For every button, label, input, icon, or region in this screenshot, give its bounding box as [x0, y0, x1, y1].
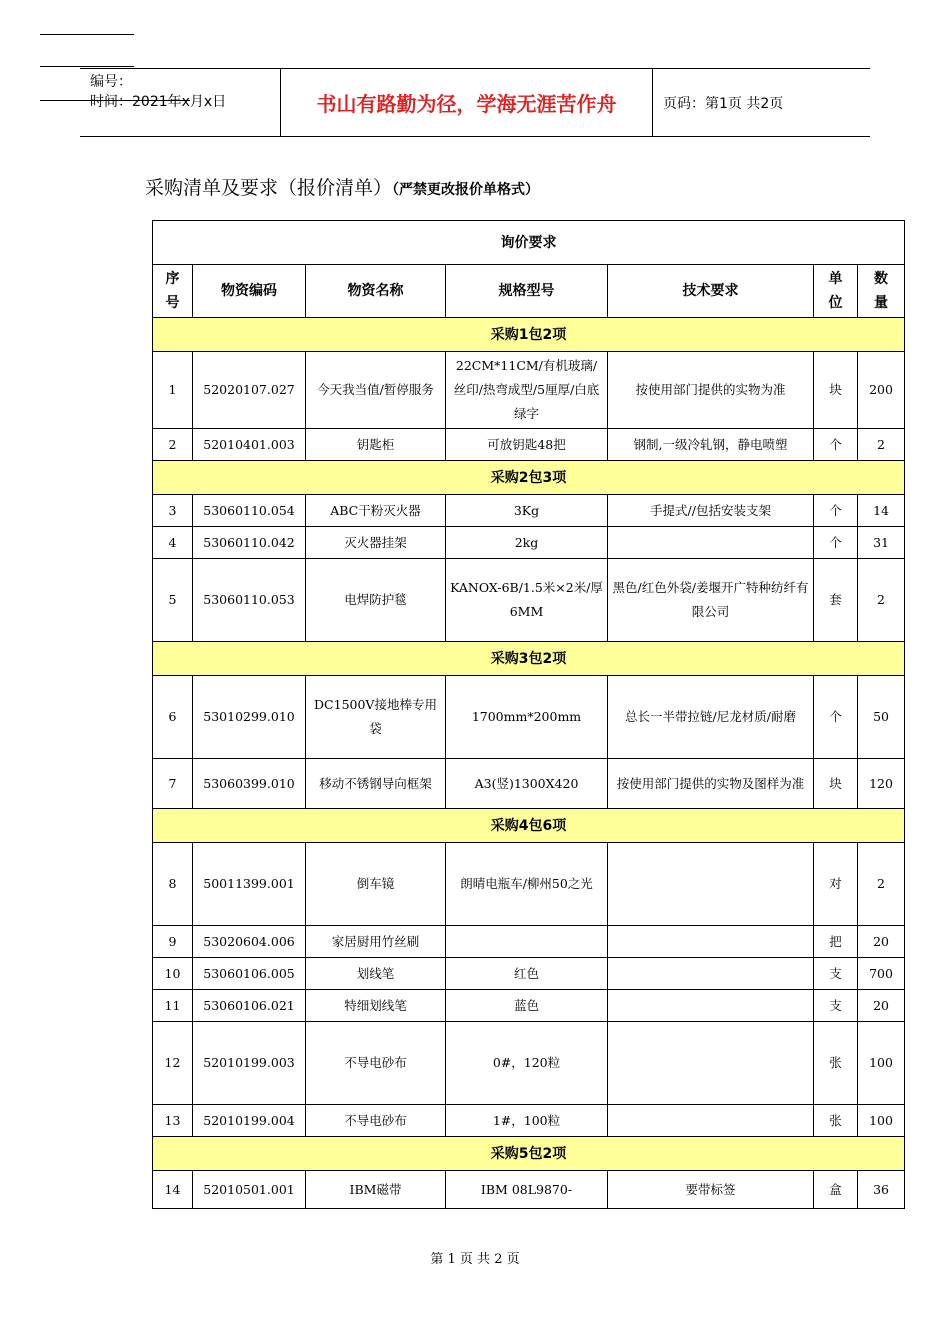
- table-row: [153, 559, 905, 642]
- package-header-row: [153, 1137, 905, 1171]
- table-row: [153, 1022, 905, 1105]
- column-header-unit: 单位: [814, 265, 858, 318]
- package-header-row: [153, 318, 905, 352]
- header-page-cell: [653, 69, 869, 136]
- table-row: [153, 676, 905, 759]
- table-row: [153, 429, 905, 461]
- column-header-qty: 数量: [858, 265, 905, 318]
- cell-no: 11: [153, 990, 193, 1022]
- cell-code: 52010401.003: [193, 429, 306, 461]
- cell-qty: 100: [858, 1022, 905, 1105]
- cell-spec: 0#，120粒: [446, 1022, 608, 1105]
- cell-req: 按使用部门提供的实物及图样为准: [608, 759, 814, 809]
- cell-no: 1: [153, 352, 193, 429]
- cell-req: 手提式//包括安装支架: [608, 495, 814, 527]
- cell-req: 要带标签: [608, 1171, 814, 1209]
- table-body: [153, 318, 905, 1209]
- cell-spec: [446, 926, 608, 958]
- header-page-info: 页码：第1页 共2页: [663, 95, 784, 112]
- page-title: [145, 173, 539, 200]
- table-caption: 询价要求: [153, 221, 905, 265]
- cell-unit: 套: [814, 559, 858, 642]
- cell-no: 13: [153, 1105, 193, 1137]
- package-label: 采购4包6项: [153, 809, 905, 843]
- cell-spec: 1#，100粒: [446, 1105, 608, 1137]
- table-row: [153, 527, 905, 559]
- cell-name: ABC干粉灭火器: [306, 495, 446, 527]
- cell-req: [608, 843, 814, 926]
- cell-qty: 50: [858, 676, 905, 759]
- cell-unit: 块: [814, 352, 858, 429]
- cell-qty: 36: [858, 1171, 905, 1209]
- cell-spec: KANOX-6B/1.5米×2米/厚6MM: [446, 559, 608, 642]
- cell-qty: 2: [858, 843, 905, 926]
- header-motto: 书山有路勤为径，学海无涯苦作舟: [316, 92, 617, 116]
- cell-no: 5: [153, 559, 193, 642]
- cell-unit: 对: [814, 843, 858, 926]
- table-row: [153, 990, 905, 1022]
- cell-code: 52010501.001: [193, 1171, 306, 1209]
- header-meta: [80, 69, 281, 136]
- cell-name: 移动不锈钢导向框架: [306, 759, 446, 809]
- cell-unit: 盒: [814, 1171, 858, 1209]
- cell-no: 4: [153, 527, 193, 559]
- cell-spec: 3Kg: [446, 495, 608, 527]
- cell-code: 53060110.054: [193, 495, 306, 527]
- cell-code: 53060106.005: [193, 958, 306, 990]
- cell-unit: 个: [814, 495, 858, 527]
- cell-qty: 120: [858, 759, 905, 809]
- cell-name: 电焊防护毯: [306, 559, 446, 642]
- cell-code: 53060110.042: [193, 527, 306, 559]
- cell-req: 按使用部门提供的实物为准: [608, 352, 814, 429]
- package-label: 采购2包3项: [153, 461, 905, 495]
- cell-code: 53060106.021: [193, 990, 306, 1022]
- cell-spec: 可放钥匙48把: [446, 429, 608, 461]
- document-time-label: 时间：2021年x月x日: [90, 94, 227, 110]
- package-label: 采购3包2项: [153, 642, 905, 676]
- table-row: [153, 352, 905, 429]
- cell-spec: 1700mm*200mm: [446, 676, 608, 759]
- cell-unit: 支: [814, 958, 858, 990]
- cell-code: 53020604.006: [193, 926, 306, 958]
- cell-code: 50011399.001: [193, 843, 306, 926]
- cell-no: 6: [153, 676, 193, 759]
- document-code-label: 编号：: [90, 74, 132, 90]
- cell-req: [608, 527, 814, 559]
- column-header-seq: 序号: [153, 265, 193, 318]
- cell-qty: 20: [858, 926, 905, 958]
- top-rule-second: [40, 66, 134, 67]
- cell-spec: 2kg: [446, 527, 608, 559]
- cell-qty: 100: [858, 1105, 905, 1137]
- package-header-row: [153, 642, 905, 676]
- cell-name: 倒车镜: [306, 843, 446, 926]
- cell-name: IBM磁带: [306, 1171, 446, 1209]
- cell-name: 不导电砂布: [306, 1105, 446, 1137]
- cell-spec: 22CM*11CM/有机玻璃/丝印/热弯成型/5厘厚/白底绿字: [446, 352, 608, 429]
- cell-spec: A3(竖)1300X420: [446, 759, 608, 809]
- header-motto-cell: [281, 69, 653, 136]
- cell-code: 52010199.003: [193, 1022, 306, 1105]
- column-header-req: 技术要求: [608, 265, 814, 318]
- cell-qty: 20: [858, 990, 905, 1022]
- cell-req: [608, 958, 814, 990]
- cell-req: [608, 990, 814, 1022]
- package-header-row: [153, 461, 905, 495]
- column-header-name: 物资名称: [306, 265, 446, 318]
- cell-unit: 个: [814, 527, 858, 559]
- cell-spec: 朗晴电瓶车/柳州50之光: [446, 843, 608, 926]
- cell-name: 灭火器挂架: [306, 527, 446, 559]
- cell-unit: 个: [814, 429, 858, 461]
- table-row: [153, 843, 905, 926]
- cell-name: 特细划线笔: [306, 990, 446, 1022]
- table-row: [153, 926, 905, 958]
- table-row: [153, 1171, 905, 1209]
- table-row: [153, 958, 905, 990]
- cell-no: 7: [153, 759, 193, 809]
- cell-unit: 个: [814, 676, 858, 759]
- cell-name: 家居厨用竹丝刷: [306, 926, 446, 958]
- page-title-main: 采购清单及要求（报价清单）: [145, 177, 393, 199]
- cell-qty: 14: [858, 495, 905, 527]
- cell-code: 52010199.004: [193, 1105, 306, 1137]
- page-title-note: （严禁更改报价单格式）: [392, 182, 540, 198]
- table-row: [153, 759, 905, 809]
- cell-no: 12: [153, 1022, 193, 1105]
- cell-req: [608, 926, 814, 958]
- cell-spec: 蓝色: [446, 990, 608, 1022]
- cell-qty: 2: [858, 559, 905, 642]
- cell-no: 2: [153, 429, 193, 461]
- cell-unit: 张: [814, 1022, 858, 1105]
- top-rule-short: [40, 34, 134, 35]
- cell-unit: 把: [814, 926, 858, 958]
- cell-req: 黑色/红色外袋/姜堰开广特种纺纤有限公司: [608, 559, 814, 642]
- cell-req: 钢制,一级冷轧钢，静电喷塑: [608, 429, 814, 461]
- cell-req: [608, 1022, 814, 1105]
- cell-no: 8: [153, 843, 193, 926]
- cell-code: 53060399.010: [193, 759, 306, 809]
- cell-name: 不导电砂布: [306, 1022, 446, 1105]
- cell-name: DC1500V接地棒专用袋: [306, 676, 446, 759]
- package-header-row: [153, 809, 905, 843]
- cell-unit: 块: [814, 759, 858, 809]
- cell-no: 9: [153, 926, 193, 958]
- page-footer: 第 1 页 共 2 页: [430, 1252, 520, 1267]
- document-header: [80, 68, 870, 137]
- package-label: 采购5包2项: [153, 1137, 905, 1171]
- cell-code: 52020107.027: [193, 352, 306, 429]
- cell-name: 钥匙柜: [306, 429, 446, 461]
- cell-no: 14: [153, 1171, 193, 1209]
- cell-qty: 200: [858, 352, 905, 429]
- cell-spec: IBM 08L9870-: [446, 1171, 608, 1209]
- cell-unit: 张: [814, 1105, 858, 1137]
- package-label: 采购1包2项: [153, 318, 905, 352]
- cell-no: 10: [153, 958, 193, 990]
- column-header-spec: 规格型号: [446, 265, 608, 318]
- column-header-row: [153, 265, 905, 318]
- cell-req: 总长一半带拉链/尼龙材质/耐磨: [608, 676, 814, 759]
- cell-no: 3: [153, 495, 193, 527]
- cell-code: 53060110.053: [193, 559, 306, 642]
- cell-qty: 31: [858, 527, 905, 559]
- cell-qty: 2: [858, 429, 905, 461]
- cell-req: [608, 1105, 814, 1137]
- column-header-code: 物资编码: [193, 265, 306, 318]
- cell-unit: 支: [814, 990, 858, 1022]
- cell-code: 53010299.010: [193, 676, 306, 759]
- cell-spec: 红色: [446, 958, 608, 990]
- table-row: [153, 495, 905, 527]
- quotation-table: [152, 220, 905, 1209]
- cell-name: 今天我当值/暂停服务: [306, 352, 446, 429]
- cell-qty: 700: [858, 958, 905, 990]
- cell-name: 划线笔: [306, 958, 446, 990]
- table-row: [153, 1105, 905, 1137]
